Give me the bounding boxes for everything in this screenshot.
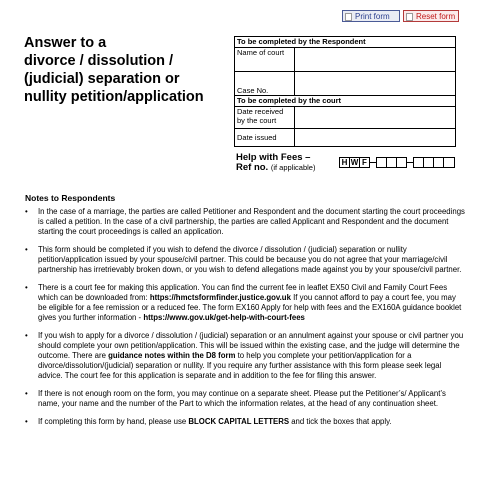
help-with-fees-link[interactable]: https://www.gov.uk/get-help-with-court-fees bbox=[143, 313, 305, 322]
note-item: • This form should be completed if you wish to defend the divorce / dissolution / (judicial) separation or nullity petition/application issued by your spouse/civil partner. This could be because you do not agree that your marriage/civil partnership has irretrievably broken down, or you wish to defend allegations made against you by your spouse/civil partner. bbox=[25, 245, 465, 275]
note-item: • In the case of a marriage, the parties are called Petitioner and Respondent and the document starting the court proceedings is called a petition. In the case of a civil partnership, the parties are called Applicant and Respondent and the document starting the court proceedings is called an application. bbox=[25, 207, 465, 237]
reset-form-button[interactable] bbox=[403, 10, 459, 22]
date-issued-label: Date issued bbox=[235, 129, 295, 147]
case-no-label: Case No. bbox=[235, 72, 295, 96]
hwf-ref-box[interactable] bbox=[396, 157, 407, 168]
name-of-court-label: Name of court bbox=[235, 48, 295, 72]
title-line: divorce / dissolution / bbox=[24, 53, 174, 69]
print-form-label: Print form bbox=[355, 12, 390, 21]
respondent-section-heading: To be completed by the Respondent bbox=[235, 37, 456, 48]
date-received-field[interactable] bbox=[295, 107, 456, 129]
reset-icon bbox=[406, 13, 413, 21]
reset-form-label: Reset form bbox=[416, 12, 456, 21]
notes-heading: Notes to Respondents bbox=[25, 193, 116, 203]
help-with-fees-title: Help with Fees – bbox=[236, 152, 311, 163]
print-form-button[interactable] bbox=[342, 10, 400, 22]
date-received-label: Date received by the court bbox=[235, 107, 295, 129]
hwf-prefix-box: W bbox=[350, 158, 359, 167]
title-line: Answer to a bbox=[24, 35, 107, 51]
hwf-ref-box[interactable] bbox=[443, 157, 455, 168]
help-with-fees-label bbox=[236, 153, 315, 173]
name-of-court-field[interactable] bbox=[295, 48, 456, 72]
title-line: nullity petition/application bbox=[24, 89, 204, 105]
case-no-field[interactable] bbox=[295, 72, 456, 96]
ref-no-label: Ref no. bbox=[236, 162, 269, 173]
form-title bbox=[24, 34, 224, 106]
note-item: • If you wish to apply for a divorce / dissolution / (judicial) separation or an annulment against your spouse or civil partner you should complete your own petition/application. This will be issued within the existing case, and the judge will determine the outcome. There are guidance notes within the D8 form to help you complete your petition/application for a divorce/dissolution/(judicial) separation or nullity. If you require any further assistance with this form please seek legal advice. The court fee for this application is separate and in addition to the fee for filing this answer. bbox=[25, 331, 465, 381]
fees-finder-link[interactable]: https://hmctsformfinder.justice.gov.uk bbox=[149, 293, 291, 302]
if-applicable-note: (if applicable) bbox=[270, 163, 316, 172]
date-issued-field[interactable] bbox=[295, 129, 456, 147]
printer-icon bbox=[345, 13, 352, 21]
court-section-heading: To be completed by the court bbox=[235, 96, 456, 107]
hwf-prefix-box: H bbox=[339, 157, 350, 168]
hwf-prefix-box: F bbox=[359, 157, 370, 168]
note-item: • If completing this form by hand, please use BLOCK CAPITAL LETTERS and tick the boxes that apply. bbox=[25, 417, 465, 427]
note-item: • If there is not enough room on the form, you may continue on a separate sheet. Please put the Petitioner’s/ Applicant’s name, your name and the number of the Part to which the information relates, at the head of any continuation sheet. bbox=[25, 389, 465, 409]
note-item: • There is a court fee for making this application. You can find the current fee in leaflet EX50 Civil and Family Court Fees which can be downloaded from: https://hmctsformfinder.justice.gov.uk If you cannot afford to pay a court fee, you may be eligible for a fee remission or a reduced fee. The form EX160 Apply for help with fees and the EX160A guidance booklet gives you further information - https://www.gov.uk/get-help-with-court-fees bbox=[25, 283, 465, 323]
notes-list bbox=[25, 207, 465, 435]
court-details-panel bbox=[234, 36, 456, 147]
title-line: (judicial) separation or bbox=[24, 71, 180, 87]
